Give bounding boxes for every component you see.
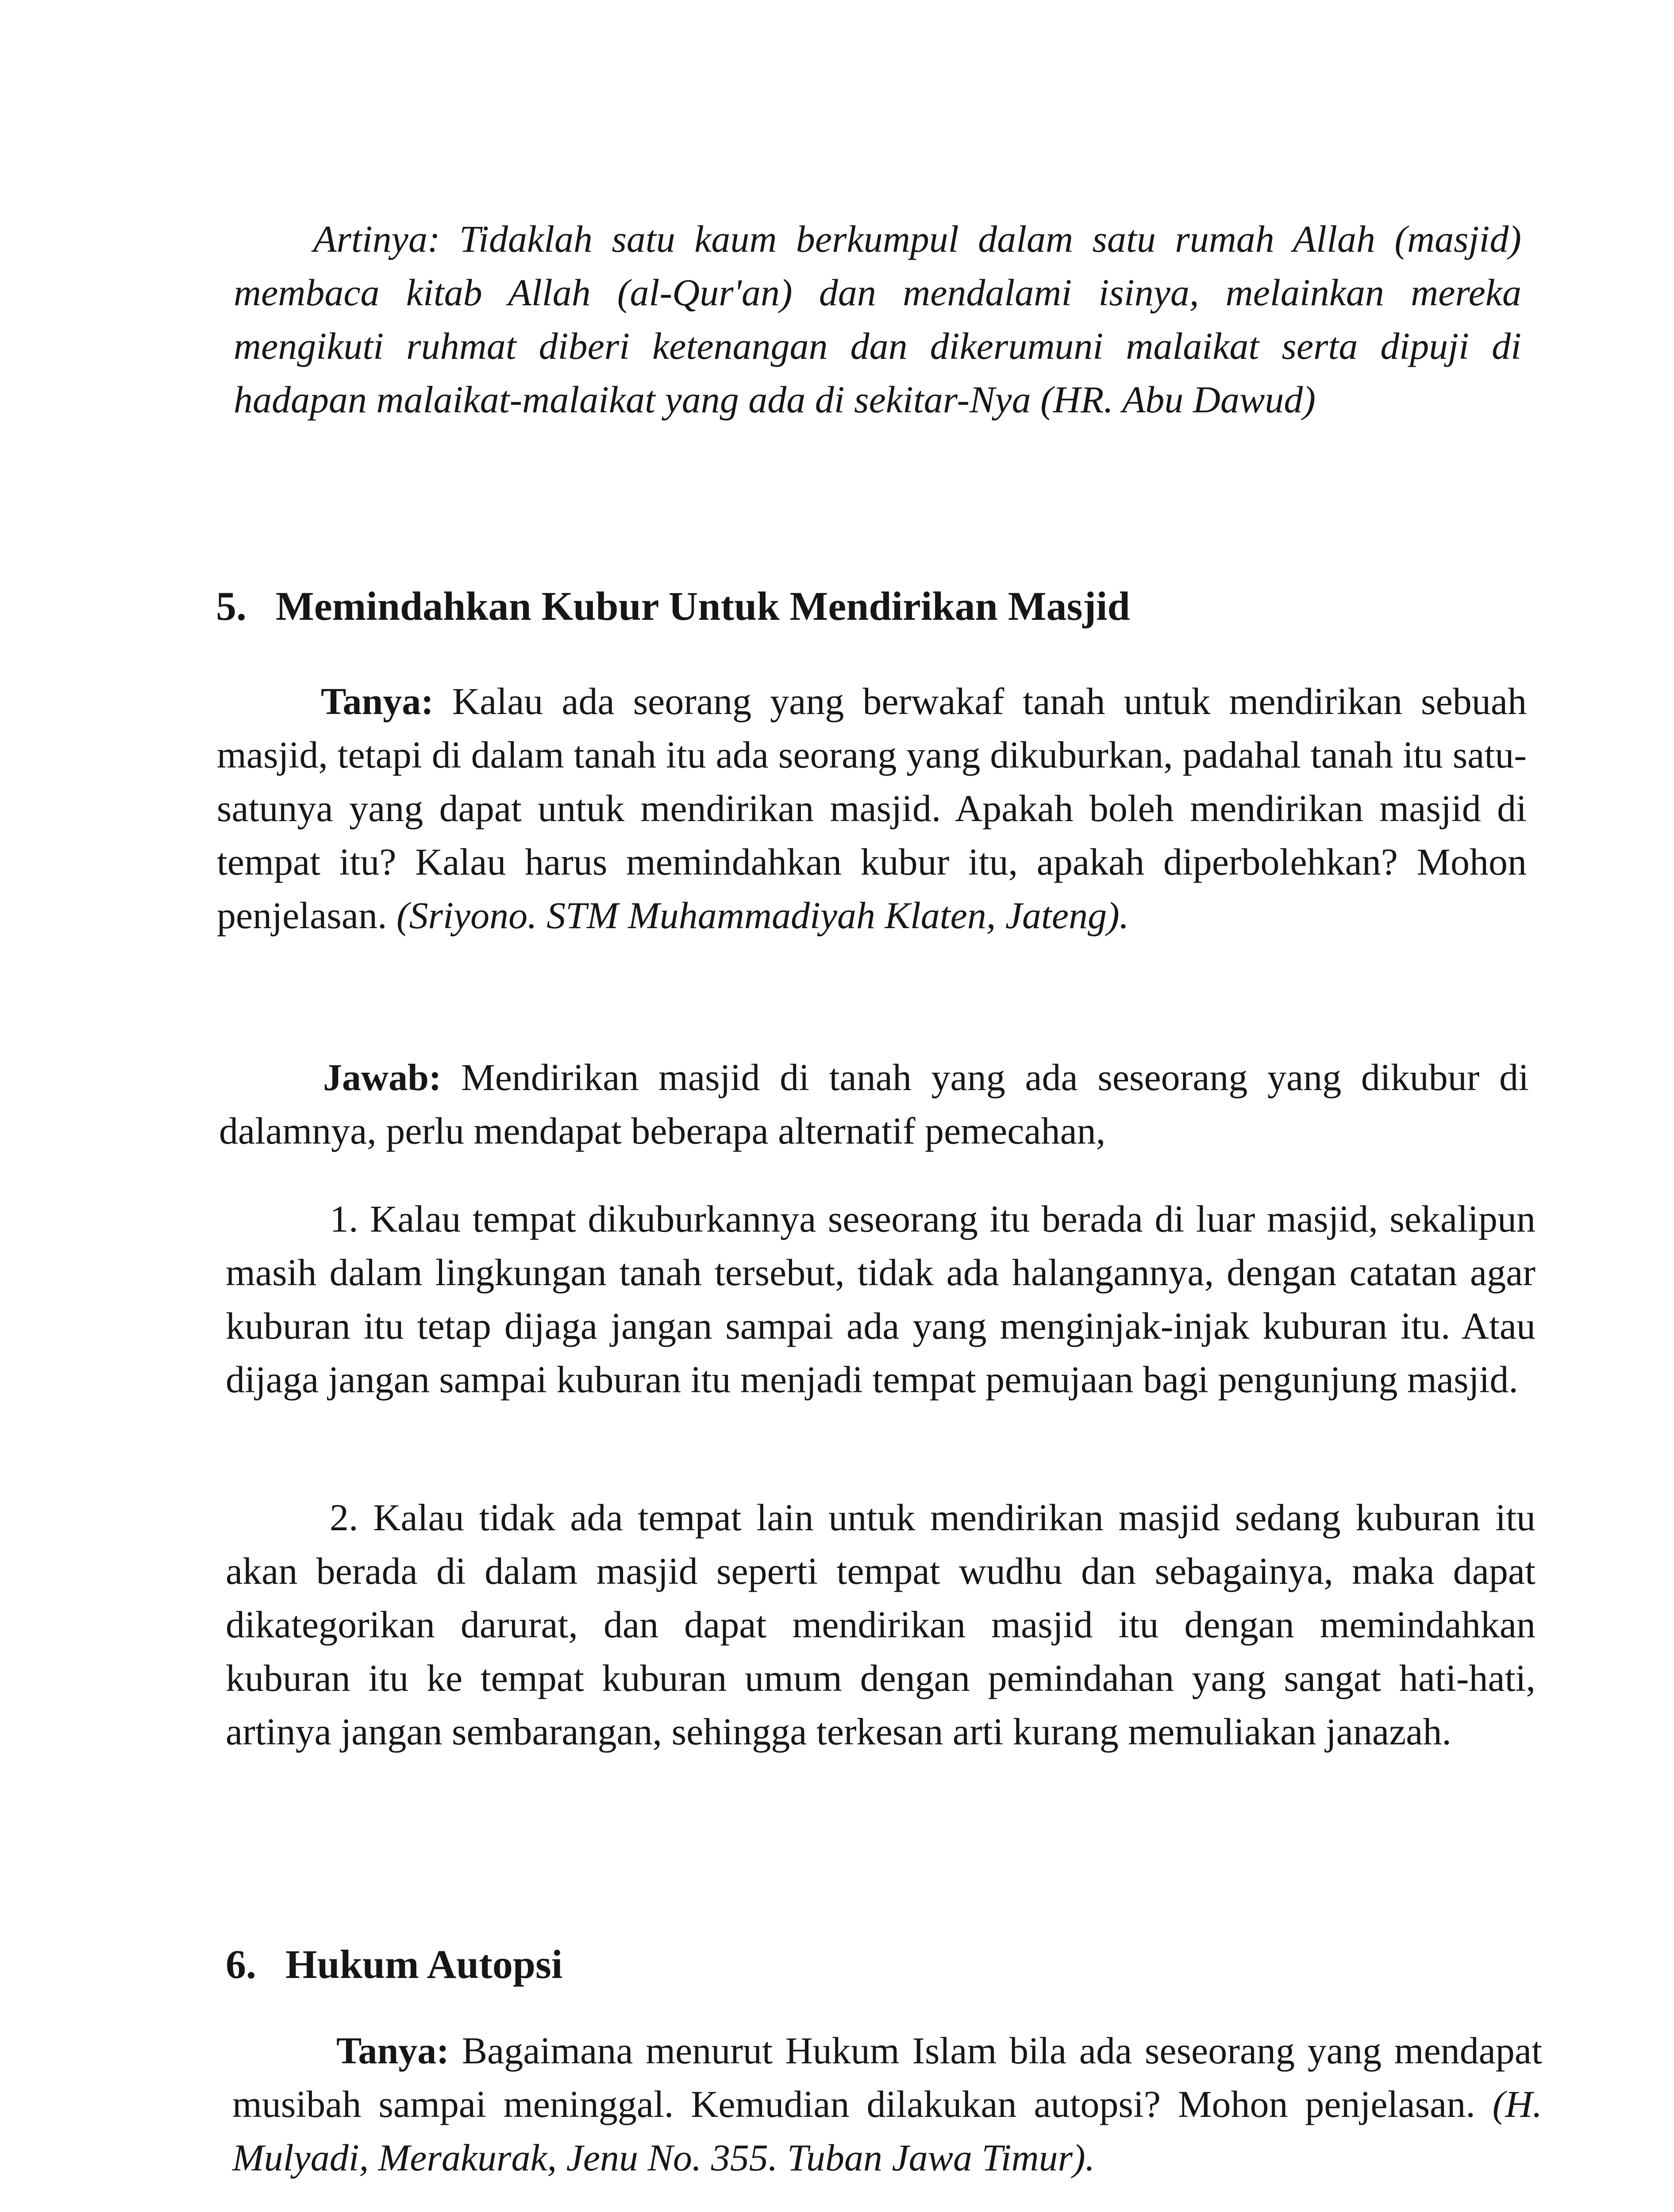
answer-point-1: 1. Kalau tempat dikuburkannya seseorang itu berada di luar masjid, sekalipun masih dalam lingkungan tanah tersebut, tidak ada halangannya, dengan catatan agar kuburan itu tetap dijaga jangan sampai ada yang menginjak-injak kuburan itu. Atau dijaga jangan sampai kuburan itu menjadi tempat pemujaan bagi pengunjung masjid. xyxy=(226,1198,1535,1401)
question-label: Tanya: xyxy=(321,680,434,722)
section-5-heading xyxy=(216,580,1130,633)
hadith-translation xyxy=(234,212,1521,426)
question-text: Kalau ada seorang yang berwakaf tanah untuk mendirikan sebuah masjid, tetapi di dalam tanah itu ada seorang yang dikuburkan, padahal tanah itu satu-satunya yang dapat untuk mendirikan masjid. Apakah boleh mendirikan masjid di tempat itu? Kalau harus memindahkan kubur itu, apakah diperbolehkan? Mohon penjelasan. xyxy=(217,680,1527,937)
section-6-question xyxy=(232,2024,1542,2185)
quote-text: Tidaklah satu kaum berkumpul dalam satu rumah Allah (masjid) membaca kitab Allah (al-Qur'an) dan mendalami isinya, melainkan mereka mengikuti ruhmat diberi ketenangan dan dikerumuni malaikat serta dipuji di hadapan malaikat-malaikat yang ada di sekitar-Nya (HR. Abu Dawud) xyxy=(234,218,1521,421)
section-5-answer xyxy=(219,1051,1529,1158)
answer-text: Mendirikan masjid di tanah yang ada seseorang yang dikubur di dalamnya, perlu mendapat beberapa alternatif pemecahan, xyxy=(219,1056,1529,1152)
answer-label: Jawab: xyxy=(323,1056,442,1098)
question-text: Bagaimana menurut Hukum Islam bila ada seseorang yang mendapat musibah sampai meninggal. Kemudian dilakukan autopsi? Mohon penjelasan. xyxy=(232,2029,1542,2125)
section-5-title: Memindahkan Kubur Untuk Mendirikan Masjid xyxy=(276,584,1130,629)
quote-label: Artinya: xyxy=(313,218,440,260)
question-label: Tanya: xyxy=(336,2029,449,2072)
question-source: (H. Mulyadi, Merakurak, Jenu No. 355. Tuban Jawa Timur). xyxy=(232,2083,1542,2179)
section-6-number: 6. xyxy=(226,1942,256,1987)
section-6-title: Hukum Autopsi xyxy=(285,1942,563,1987)
question-source: (Sriyono. STM Muhammadiyah Klaten, Jateng). xyxy=(396,894,1129,937)
section-5-question xyxy=(217,675,1527,942)
section-5-number: 5. xyxy=(216,584,246,629)
section-6-heading xyxy=(226,1938,562,1991)
answer-point-2: 2. Kalau tidak ada tempat lain untuk mendirikan masjid sedang kuburan itu akan berada di dalam masjid seperti tempat wudhu dan sebagainya, maka dapat dikategorikan darurat, dan dapat mendirikan masjid itu dengan memindahkan kuburan itu ke tempat kuburan umum dengan pemindahan yang sangat hati-hati, artinya jangan sembarangan, sehingga terkesan arti kurang memuliakan janazah. xyxy=(226,1496,1535,1753)
